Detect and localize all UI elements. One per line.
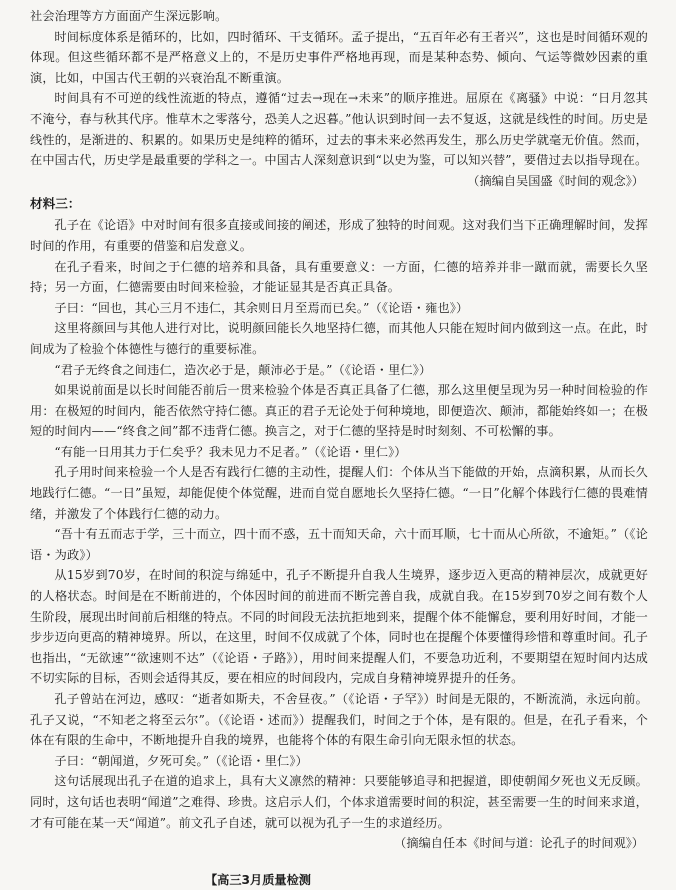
quote-paragraph: “君子无终食之间违仁，造次必于是，颠沛必于是。”（《论语・里仁》） — [54, 362, 432, 377]
footer-label: 【高三3月质量检测 — [205, 873, 311, 887]
paragraph: 从15岁到70岁，在时间的积淀与绵延中，孔子不断提升自我人生境界，逐步迈入更高的精神层次，成就更好的人格状态。时间是在不断前进的，个体因时间的前进而不断完善自我，成就自我。在15岁到70岁之间有数个人生阶段，展现出时间前后相继的特点。不同的时间段无法抗拒地到来，提醒个体不能懈怠，要利用好时间，才能一步步迈向更高的精神境界。所以，在这里，时间不仅成就了个体，同时也在提醒个体要懂得珍惜和尊重时间。孔子也指出，“无欲速”“欲速则不达”（《论语・子路》），用时间来提醒人们，不要急功近利，不要期望在短时间内达成不切实际的目标，否则会适得其反，要在相应的时间段内，完成自身精神境界提升的任务。 — [30, 568, 648, 686]
paragraph: 这句话展现出孔子在道的追求上，具有大义凛然的精神：只要能够追寻和把握道，即使朝闻夕死也义无反顾。同时，这句话也表明“闻道”之难得、珍贵。这启示人们，个体求道需要时间的积淀，甚至需要一生的时间来求道，才有可能在某一天“闻道”。前文孔子自述，就可以视为孔子一生的求道经历。 — [30, 774, 648, 830]
quote-paragraph: “有能一日用其力于仁矣乎？我未见力不足者。”（《论语・里仁》） — [54, 444, 407, 459]
paragraph: 孔子用时间来检验一个人是否有践行仁德的主动性，提醒人们：个体从当下能做的开始，点滴积累，从而长久地践行仁德。“一日”虽短，却能促使个体觉醒，进而自觉自愿地长久坚持仁德。“一日”化解个体践行仁德的畏难情绪，并激发了个体践行仁德的动力。 — [30, 465, 648, 521]
paragraph: 孔子曾站在河边，感叹：“逝者如斯夫，不舍昼夜。”（《论语・子罕》）时间是无限的，不断流淌，永远向前。孔子又说，“不知老之将至云尔”。（《论语・述而》）提醒我们，时间之于个体，是有限的。但是，在孔子看来，个体在有限的生命中，不断地提升自我的境界，也能将个体的有限生命引向无限永恒的状态。 — [30, 692, 648, 748]
paragraph: 时间标度体系是循环的，比如，四时循环、干支循环。孟子提出，“五百年必有王者兴”，这也是时间循环观的体现。但这些循环都不是严格意义上的，不是历史事件严格地再现，而是某种态势、倾向、气运等微妙因素的重演，比如，中国古代王朝的兴衰治乱不断重演。 — [30, 29, 648, 85]
footer-fade — [311, 874, 471, 888]
quote-paragraph: 子曰：“朝闻道，夕死可矣。”（《论语・里仁》） — [54, 753, 308, 768]
source-citation: （摘编自任本《时间与道：论孔子的时间观》） — [394, 836, 644, 851]
paragraph: 时间具有不可逆的线性流逝的特点，遵循“过去→现在→未来”的顺序推进。屈原在《离骚》中说：“日月忽其不淹兮，春与秋其代序。惟草木之零落兮，恐美人之迟暮。”他认识到时间一去不复返，这就是线性的时间。历史是线性的，是渐进的、积累的。如果历史是纯粹的循环，过去的事未来必然再发生，那么历史学就毫无价值。然而，在中国古代，历史学是最重要的学科之一。中国古人深刻意识到“以史为鉴，可以知兴替”，要借过去以指导现在。 — [30, 91, 648, 168]
paragraph: 社会治理等方方面面产生深远影响。 — [30, 9, 228, 23]
paragraph: 这里将颜回与其他人进行对比，说明颜回能长久地坚持仁德，而其他人只能在短时间内做到这一点。在此，时间成为了检验个体德性与德行的重要标准。 — [30, 321, 648, 356]
source-citation: （摘编自吴国盛《时间的观念》） — [467, 173, 644, 188]
paragraph: 孔子在《论语》中对时间有很多直接或间接的阐述，形成了独特的时间观。这对我们当下正确理解时间，发挥时间的作用，有重要的借鉴和启发意义。 — [30, 218, 648, 253]
quote-paragraph: 子曰：“回也，其心三月不违仁，其余则日月至焉而已矣。”（《论语・雍也》） — [54, 300, 469, 315]
page-footer — [0, 871, 676, 888]
quote-paragraph: “吾十有五而志于学，三十而立，四十而不惑，五十而知天命，六十而耳顺，七十而从心所欲，不逾矩。”（《论语・为政》） — [30, 527, 648, 562]
section-heading: 材料三： — [30, 196, 81, 212]
paragraph: 在孔子看来，时间之于仁德的培养和具备，具有重要意义：一方面，仁德的培养并非一蹴而就，需要长久坚持；另一方面，仁德需要由时间来检验，才能证显其是否真正具备。 — [30, 259, 648, 295]
paragraph: 如果说前面是以长时间能否前后一贯来检验个体是否真正具备了仁德，那么这里便呈现为另一种时间检验的作用：在极短的时间内，能否依然守持仁德。真正的君子无论处于何种境地，即便造次、颠沛，都能始终如一；在极短的时间内——“终食之间”都不违背仁德。换言之，对于仁德的坚持是时时刻刻、不可松懈的事。 — [30, 383, 648, 439]
